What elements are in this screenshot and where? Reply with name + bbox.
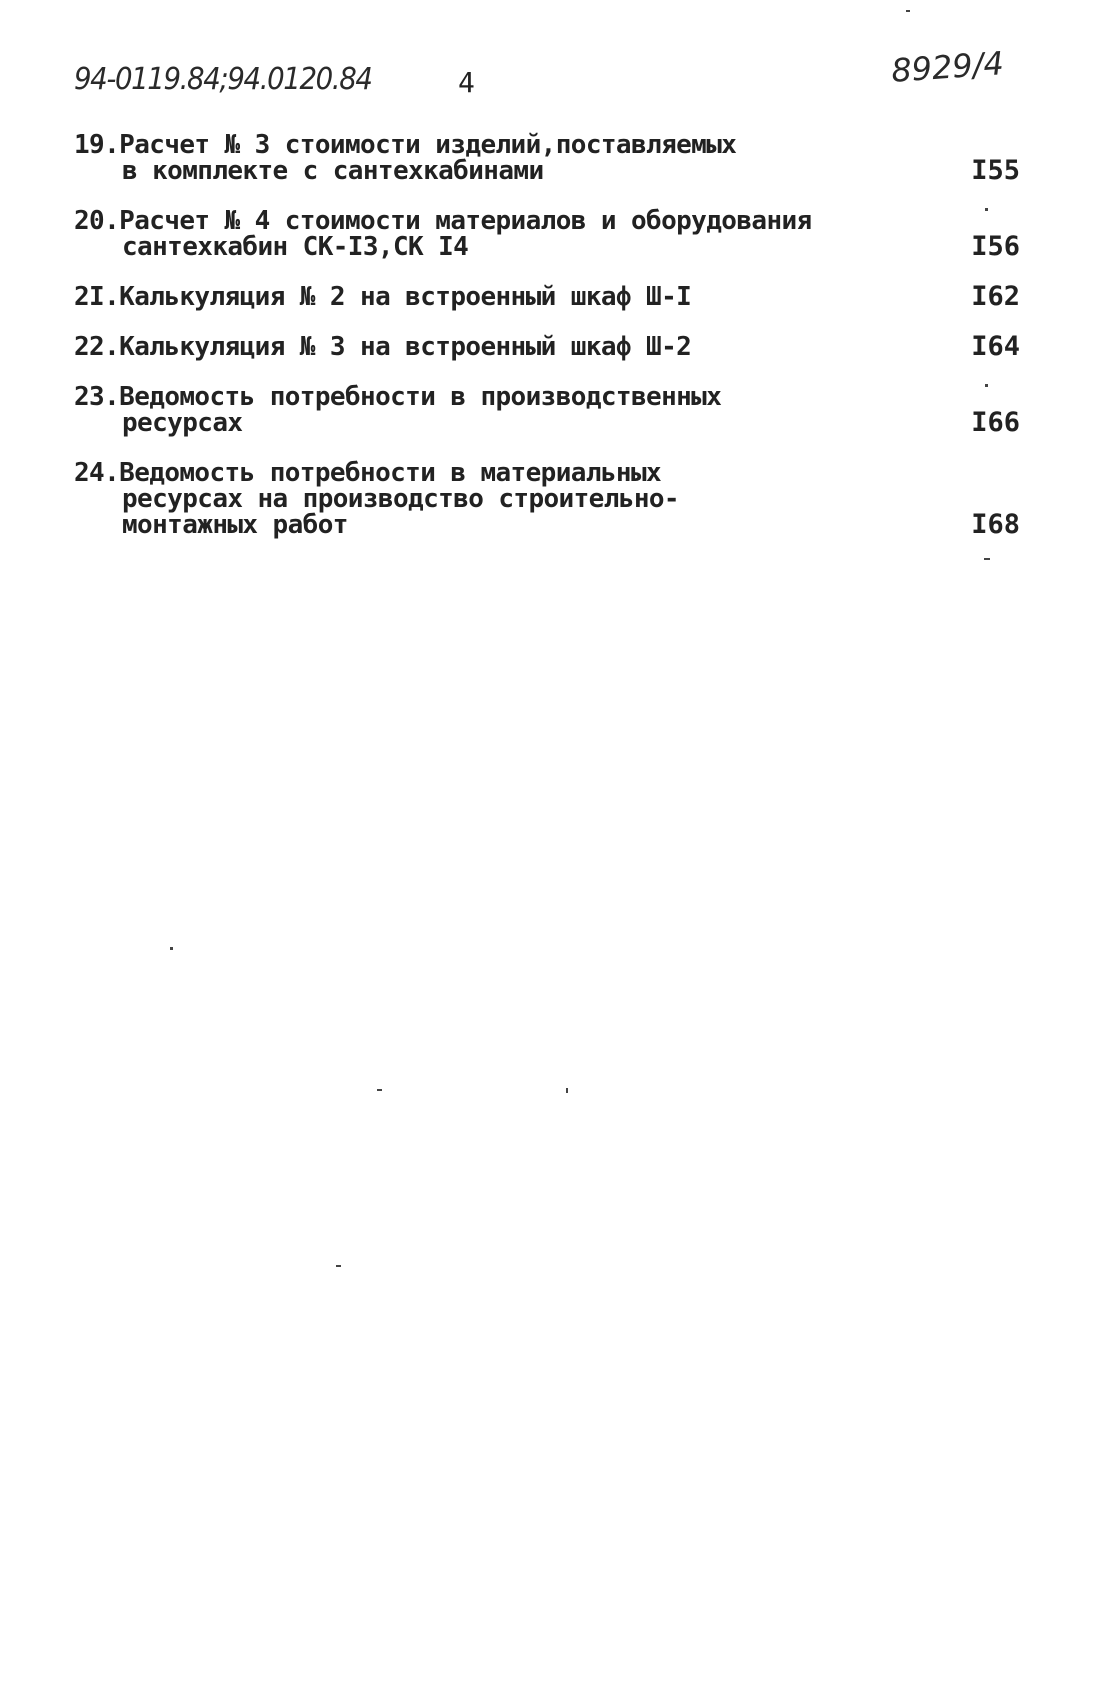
scan-speck: [566, 1088, 568, 1093]
toc-entry-line: монтажных работ: [122, 510, 348, 540]
toc-entry-line: 2I.Калькуляция № 2 на встроенный шкаф Ш-I: [74, 282, 692, 312]
toc-entry-21: [74, 281, 1024, 312]
scan-speck: [984, 558, 990, 560]
toc-entry-line: 23.Ведомость потребности в производственных: [74, 382, 722, 412]
toc-entry-line: 22.Калькуляция № 3 на встроенный шкаф Ш-2: [74, 332, 692, 362]
toc-entry-line: в комплекте с сантехкабинами: [122, 156, 544, 186]
toc-entry-line: ресурсах: [122, 408, 243, 438]
toc-entry-page: I62: [971, 281, 1020, 312]
scan-speck: [336, 1265, 341, 1267]
toc-entry-line: 19.Расчет № 3 стоимости изделий,поставляемых: [74, 130, 737, 160]
page-number: 4: [458, 66, 475, 99]
scan-speck: [985, 384, 988, 387]
toc-entry-line: ресурсах на производство строительно-: [122, 484, 679, 514]
toc-entry-23: [74, 384, 1024, 436]
scan-speck: [985, 208, 988, 211]
scan-speck: [170, 947, 173, 950]
toc-entry-page: I64: [971, 331, 1020, 362]
toc-entry-22: [74, 331, 1024, 362]
toc-entry-line: 20.Расчет № 4 стоимости материалов и оборудования: [74, 206, 812, 236]
toc-entry-line: сантехкабин СК-I3,СК I4: [122, 232, 469, 262]
toc-entry-page: I56: [971, 231, 1020, 262]
archive-number: 8929/4: [890, 44, 1005, 90]
toc-entry-line: 24.Ведомость потребности в материальных: [74, 458, 662, 488]
scan-speck: [377, 1089, 382, 1091]
toc-entry-page: I68: [971, 509, 1020, 540]
document-code: 94-0119.84;94.0120.84: [74, 62, 372, 97]
toc-entry-19: [74, 132, 1024, 184]
toc-entry-20: [74, 208, 1024, 260]
table-of-contents: [74, 132, 1024, 562]
toc-entry-page: I66: [971, 407, 1020, 438]
toc-entry-24: [74, 460, 1024, 538]
scan-speck: [906, 10, 910, 12]
toc-entry-page: I55: [971, 155, 1020, 186]
